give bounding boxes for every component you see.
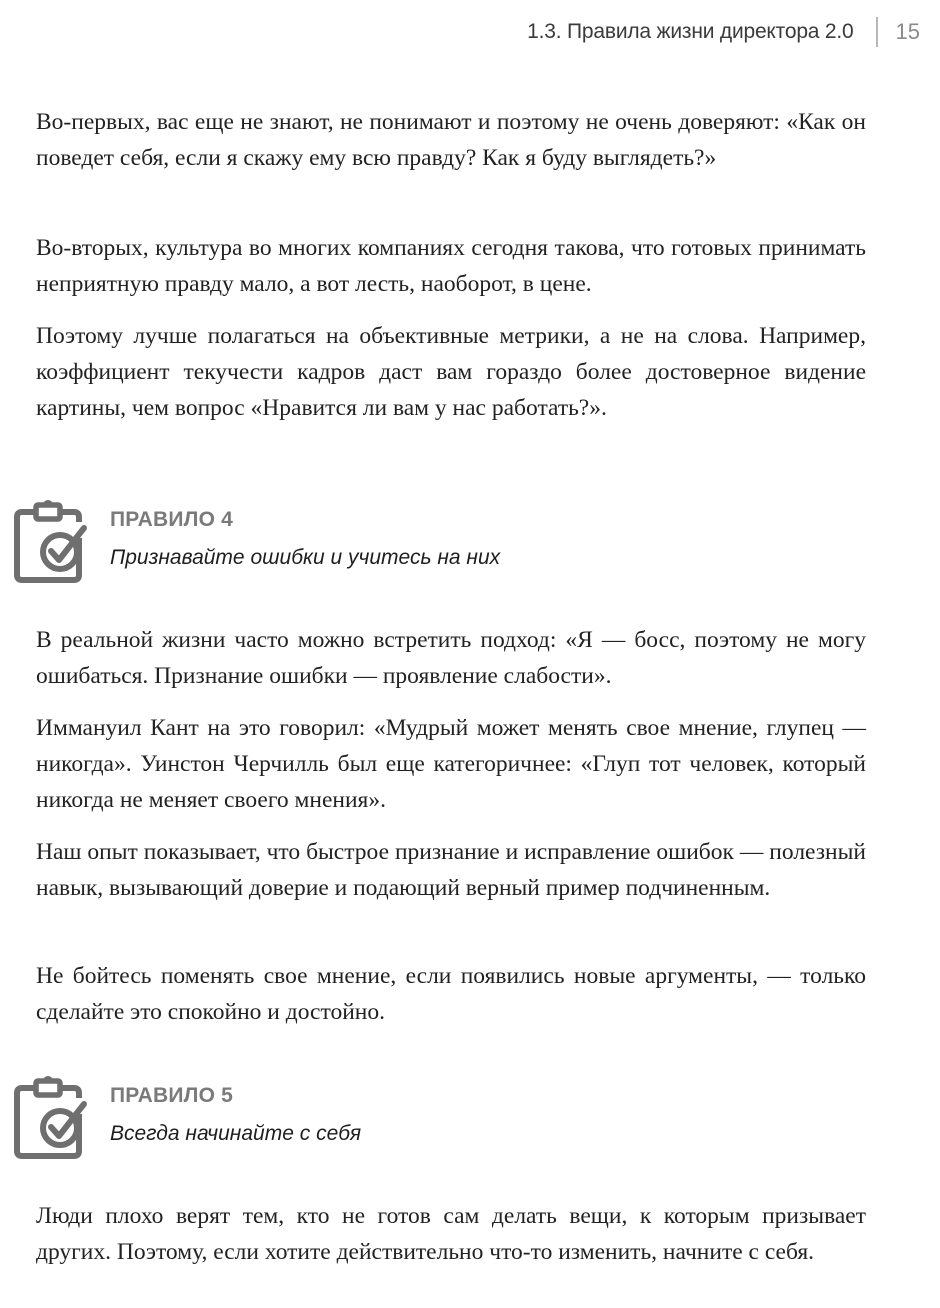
paragraph-boss-approach: В реальной жизни часто можно встретить подход: «Я — босс, поэтому не могу ошибаться. Признание ошибки — проявление слабости». [36, 627, 866, 689]
header-divider [876, 17, 878, 47]
rule-5-subtitle: Всегда начинайте с себя [110, 1122, 362, 1145]
clipboard-check-icon [12, 498, 90, 584]
rule-4-title: ПРАВИЛО 4 [110, 508, 234, 531]
paragraph-dont-fear: Не бойтесь поменять свое мнение, если появились новые аргументы, — только сделайте это спокойно и достойно. [36, 963, 866, 1025]
chapter-title: 1.3. Правила жизни директора 2.0 [527, 20, 854, 43]
clipboard-check-icon [12, 1074, 90, 1160]
paragraph-metrics: Поэтому лучше полагаться на объективные метрики, а не на слова. Например, коэффициент текучести кадров даст вам гораздо более достоверное видение картины, чем вопрос «Нравится ли вам у нас работать?». [36, 323, 866, 421]
paragraph-second-reason: Во-вторых, культура во многих компаниях сегодня такова, что готовых принимать неприятную правду мало, а вот лесть, наоборот, в цене. [36, 235, 866, 297]
page-number: 15 [895, 19, 920, 44]
paragraph-our-experience: Наш опыт показывает, что быстрое признание и исправление ошибок — полезный навык, вызывающий доверие и подающий верный пример подчиненным. [36, 839, 866, 901]
rule-5-block [12, 1074, 892, 1174]
paragraph-first-reason: Во-первых, вас еще не знают, не понимают и поэтому не очень доверяют: «Как он поведет себя, если я скажу ему всю правду? Как я буду выглядеть?» [36, 109, 866, 171]
rule-5-title: ПРАВИЛО 5 [110, 1084, 234, 1107]
rule-4-block [12, 498, 892, 598]
page-header [527, 14, 920, 50]
rule-4-subtitle: Признавайте ошибки и учитесь на них [110, 546, 501, 569]
paragraph-start-with-yourself: Люди плохо верят тем, кто не готов сам делать вещи, к которым призывает других. Поэтому, если хотите действительно что-то изменить, начните с себя. [36, 1203, 866, 1265]
paragraph-kant-quote: Иммануил Кант на это говорил: «Мудрый может менять свое мнение, глупец — никогда». Уинстон Черчилль был еще категоричнее: «Глуп тот человек, который никогда не меняет своего мнения». [36, 715, 866, 813]
